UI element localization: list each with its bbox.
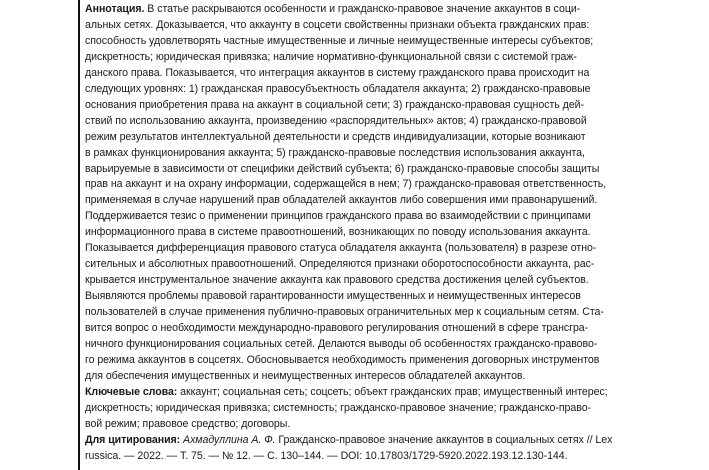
citation-line: russica. — 2022. — Т. 75. — № 12. — С. 130–144. — DOI: 10.17803/1729-5920.2022.193.12.130-144.	[85, 449, 568, 462]
citation-line: Для цитирования: Ахмадуллина А. Ф. Гражданско-правовое значение аккаунтов в социальных сетях // Lex	[85, 433, 613, 446]
abstract-line: дискретность; юридическая привязка; наличие нормативно-функциональной связи с системой граж-	[85, 50, 577, 63]
abstract-line: го режима аккаунтов в соцсетях. Обосновывается необходимость применения договорных инструментов	[85, 353, 600, 366]
keywords-line: дискретность; юридическая привязка; системность; гражданско-правовое значение; гражданско-право-	[85, 401, 592, 414]
keywords-label: Ключевые слова:	[85, 385, 178, 398]
abstract-line: прав на аккаунт и на охрану информации, содержащейся в нем; 7) гражданско-правовая ответственность,	[85, 178, 607, 191]
left-vertical-rule	[78, 0, 80, 470]
abstract-line: вится вопрос о необходимости международно-правового регулирования отношений в сфере трансгра-	[85, 322, 589, 335]
article-text	[85, 2, 695, 465]
abstract-line: информационного права в системе правоотношений, возникающих по поводу использования аккаунта.	[85, 226, 591, 239]
keywords-line: Ключевые слова: аккаунт; социальная сеть; соцсеть; объект гражданских прав; имущественный интерес;	[85, 385, 608, 398]
abstract-line: пользователей в случае применения публично-правовых ограничительных мер к социальным сетям. Ста-	[85, 306, 604, 319]
abstract-line: данского права. Показывается, что интеграция аккаунтов в систему гражданского права происходит на	[85, 66, 590, 79]
abstract-line: для обеспечения имущественных и неимущественных интересов обладателей аккаунтов.	[85, 369, 526, 382]
abstract-line: альных сетях. Доказывается, что аккаунту в соцсети свойственны признаки объекта гражданских прав:	[85, 18, 590, 31]
citation-author: Ахмадуллина А. Ф.	[180, 433, 276, 446]
abstract-line: варьируемые в зависимости от специфики действий субъекта; 6) гражданско-правовые способы защиты	[85, 162, 600, 175]
keywords-line: вой режим; правовое средство; договоры.	[85, 417, 291, 430]
abstract-line: применяемая в случае нарушений прав обладателей аккаунтов либо совершения ими правонарушений.	[85, 194, 598, 207]
abstract-line: Аннотация. В статье раскрываются особенности и гражданско-правовое значение аккаунтов в соци-	[85, 3, 581, 15]
abstract-label: Аннотация.	[85, 3, 145, 15]
abstract-line: ничного функционирования социальных сетей. Делаются выводы об особенностях гражданско-правово-	[85, 338, 598, 351]
abstract-line: режим результатов интеллектуальной деятельности и средств индивидуализации, которые возникают	[85, 130, 586, 143]
citation-label: Для цитирования:	[85, 433, 181, 446]
abstract-line: следующих уровнях: 1) гражданская правосубъектность обладателя аккаунта; 2) гражданско-правовые	[85, 82, 591, 95]
abstract-line: основания приобретения права на аккаунт в социальной сети; 3) гражданско-правовая сущность дей-	[85, 98, 584, 111]
abstract-line: сительных и абсолютных правоотношений. Определяются признаки оборотоспособности аккаунта, рас-	[85, 258, 595, 271]
abstract-line: Показывается дифференциация правового статуса обладателя аккаунта (пользователя) в разрезе отно-	[85, 242, 597, 255]
abstract-line: крывается инструментальное значение аккаунта как правового средства достижения целей субъектов.	[85, 274, 589, 287]
abstract-line: в рамках функционирования аккаунта; 5) гражданско-правовые последствия использования аккаунта,	[85, 146, 585, 159]
abstract-line: ствий по использованию аккаунта, произведению «распорядительных» актов; 4) гражданско-правовой	[85, 114, 587, 127]
abstract-line: Поддерживается тезис о применении принципов гражданского права во взаимодействии с принципами	[85, 210, 591, 223]
abstract-line: способность удовлетворять частные имущественные и личные неимущественные интересы субъектов;	[85, 34, 594, 47]
abstract-line: Выявляются проблемы правовой гарантированности имущественных и неимущественных интересов	[85, 290, 581, 303]
